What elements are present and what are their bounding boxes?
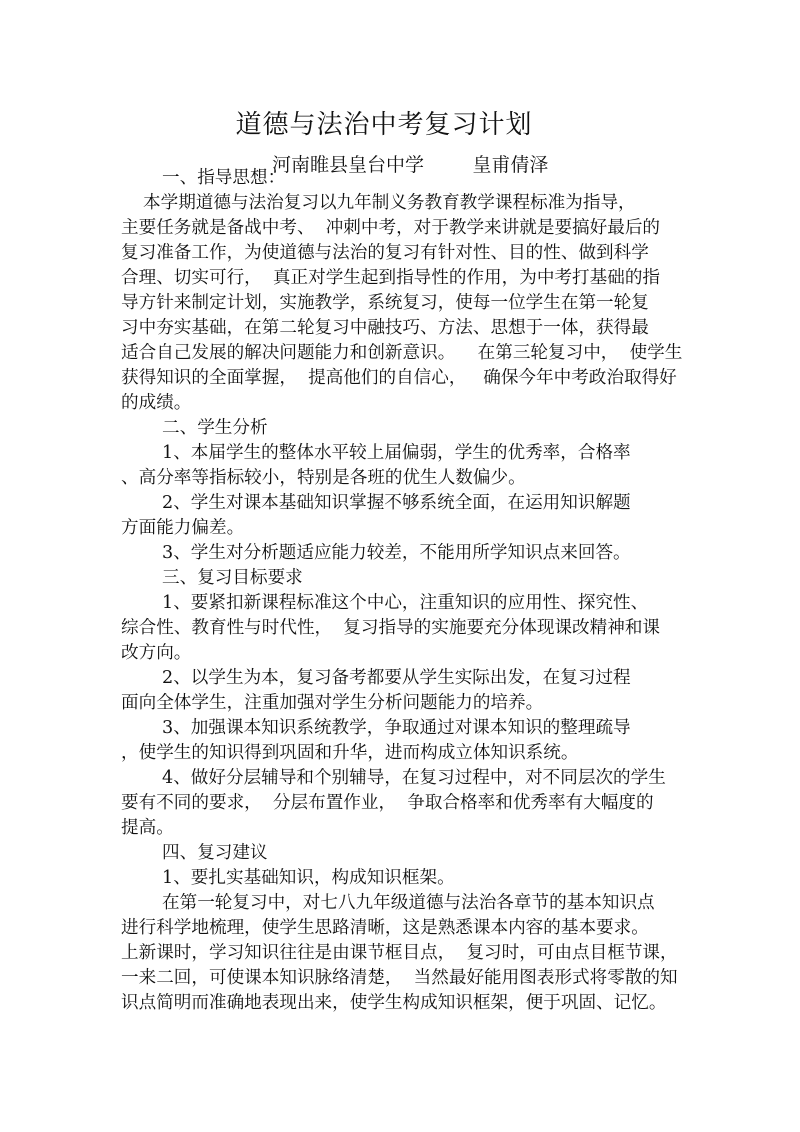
paragraph-line: 方面能力偏差。 [121, 518, 245, 538]
paragraph-line: 四、复习建议 [162, 843, 268, 863]
paragraph-line: 主要任务就是备战中考、 冲刺中考，对于教学来讲就是要搞好最后的 [121, 218, 661, 238]
paragraph-line: 1、本届学生的整体水平较上届偏弱，学生的优秀率，合格率 [162, 443, 631, 463]
paragraph-line: 在第一轮复习中，对七八九年级道德与法治各章节的基本知识点 [162, 893, 655, 913]
document-title: 道德与法治中考复习计划 [235, 110, 533, 140]
paragraph-line: 一、指导思想： [162, 168, 286, 188]
paragraph-line: 导方针来制定计划，实施教学，系统复习，使每一位学生在第一轮复 [121, 293, 649, 313]
paragraph-line: 、高分率等指标较小，特别是各班的优生人数偏少。 [121, 468, 526, 488]
paragraph-line: 获得知识的全面掌握， 提高他们的自信心， 确保今年中考政治取得好 [121, 368, 677, 388]
paragraph-line: 三、复习目标要求 [162, 568, 303, 588]
paragraph-line: 一来二回，可使课本知识脉络清楚， 当然最好能用图表形式将零散的知 [121, 968, 678, 988]
paragraph-line: 面向全体学生，注重加强对学生分析问题能力的培养。 [121, 693, 544, 713]
paragraph-line: 要有不同的要求， 分层布置作业， 争取合格率和优秀率有大幅度的 [121, 793, 654, 813]
paragraph-line: 合理、切实可行， 真正对学生起到指导性的作用，为中考打基础的指 [121, 268, 661, 288]
paragraph-line: 3、加强课本知识系统教学，争取通过对课本知识的整理疏导 [162, 718, 631, 738]
paragraph-line: 2、学生对课本基础知识掌握不够系统全面，在运用知识解题 [162, 493, 631, 513]
paragraph-line: 适合自己发展的解决问题能力和创新意识。 在第三轮复习中， 使学生 [121, 343, 683, 363]
paragraph-line: 习中夯实基础，在第二轮复习中融技巧、方法、思想于一体，获得最 [121, 318, 649, 338]
paragraph-line: 2、以学生为本，复习备考都要从学生实际出发，在复习过程 [162, 668, 631, 688]
paragraph-line: 本学期道德与法治复习以九年制义务教育教学课程标准为指导， [143, 193, 636, 213]
paragraph-line: 改方向。 [121, 643, 192, 663]
paragraph-line: 4、做好分层辅导和个别辅导，在复习过程中，对不同层次的学生 [162, 768, 666, 788]
paragraph-line: 1、要紧扣新课程标准这个中心，注重知识的应用性、探究性、 [162, 593, 649, 613]
paragraph-line: 上新课时，学习知识往往是由课节框目点， 复习时，可由点目框节课， [121, 943, 678, 963]
paragraph-line: 提高。 [121, 818, 174, 838]
paragraph-line: 的成绩。 [121, 393, 192, 413]
paragraph-line: 进行科学地梳理，使学生思路清晰，这是熟悉课本内容的基本要求。 [121, 918, 649, 938]
document-author: 河南睢县皇台中学 皇甫倩泽 [272, 154, 549, 176]
paragraph-line: 3、学生对分析题适应能力较差，不能用所学知识点来回答。 [162, 543, 631, 563]
paragraph-line: 综合性、教育性与时代性， 复习指导的实施要充分体现课改精神和课 [121, 618, 661, 638]
paragraph-line: 复习准备工作，为使道德与法治的复习有针对性、目的性、做到科学 [121, 243, 649, 263]
paragraph-line: ，使学生的知识得到巩固和升华，进而构成立体知识系统。 [121, 743, 579, 763]
paragraph-line: 1、要扎实基础知识，构成知识框架。 [162, 868, 455, 888]
paragraph-line: 识点简明而准确地表现出来，使学生构成知识框架，便于巩固、记忆。 [121, 993, 667, 1013]
paragraph-line: 二、学生分析 [162, 418, 268, 438]
